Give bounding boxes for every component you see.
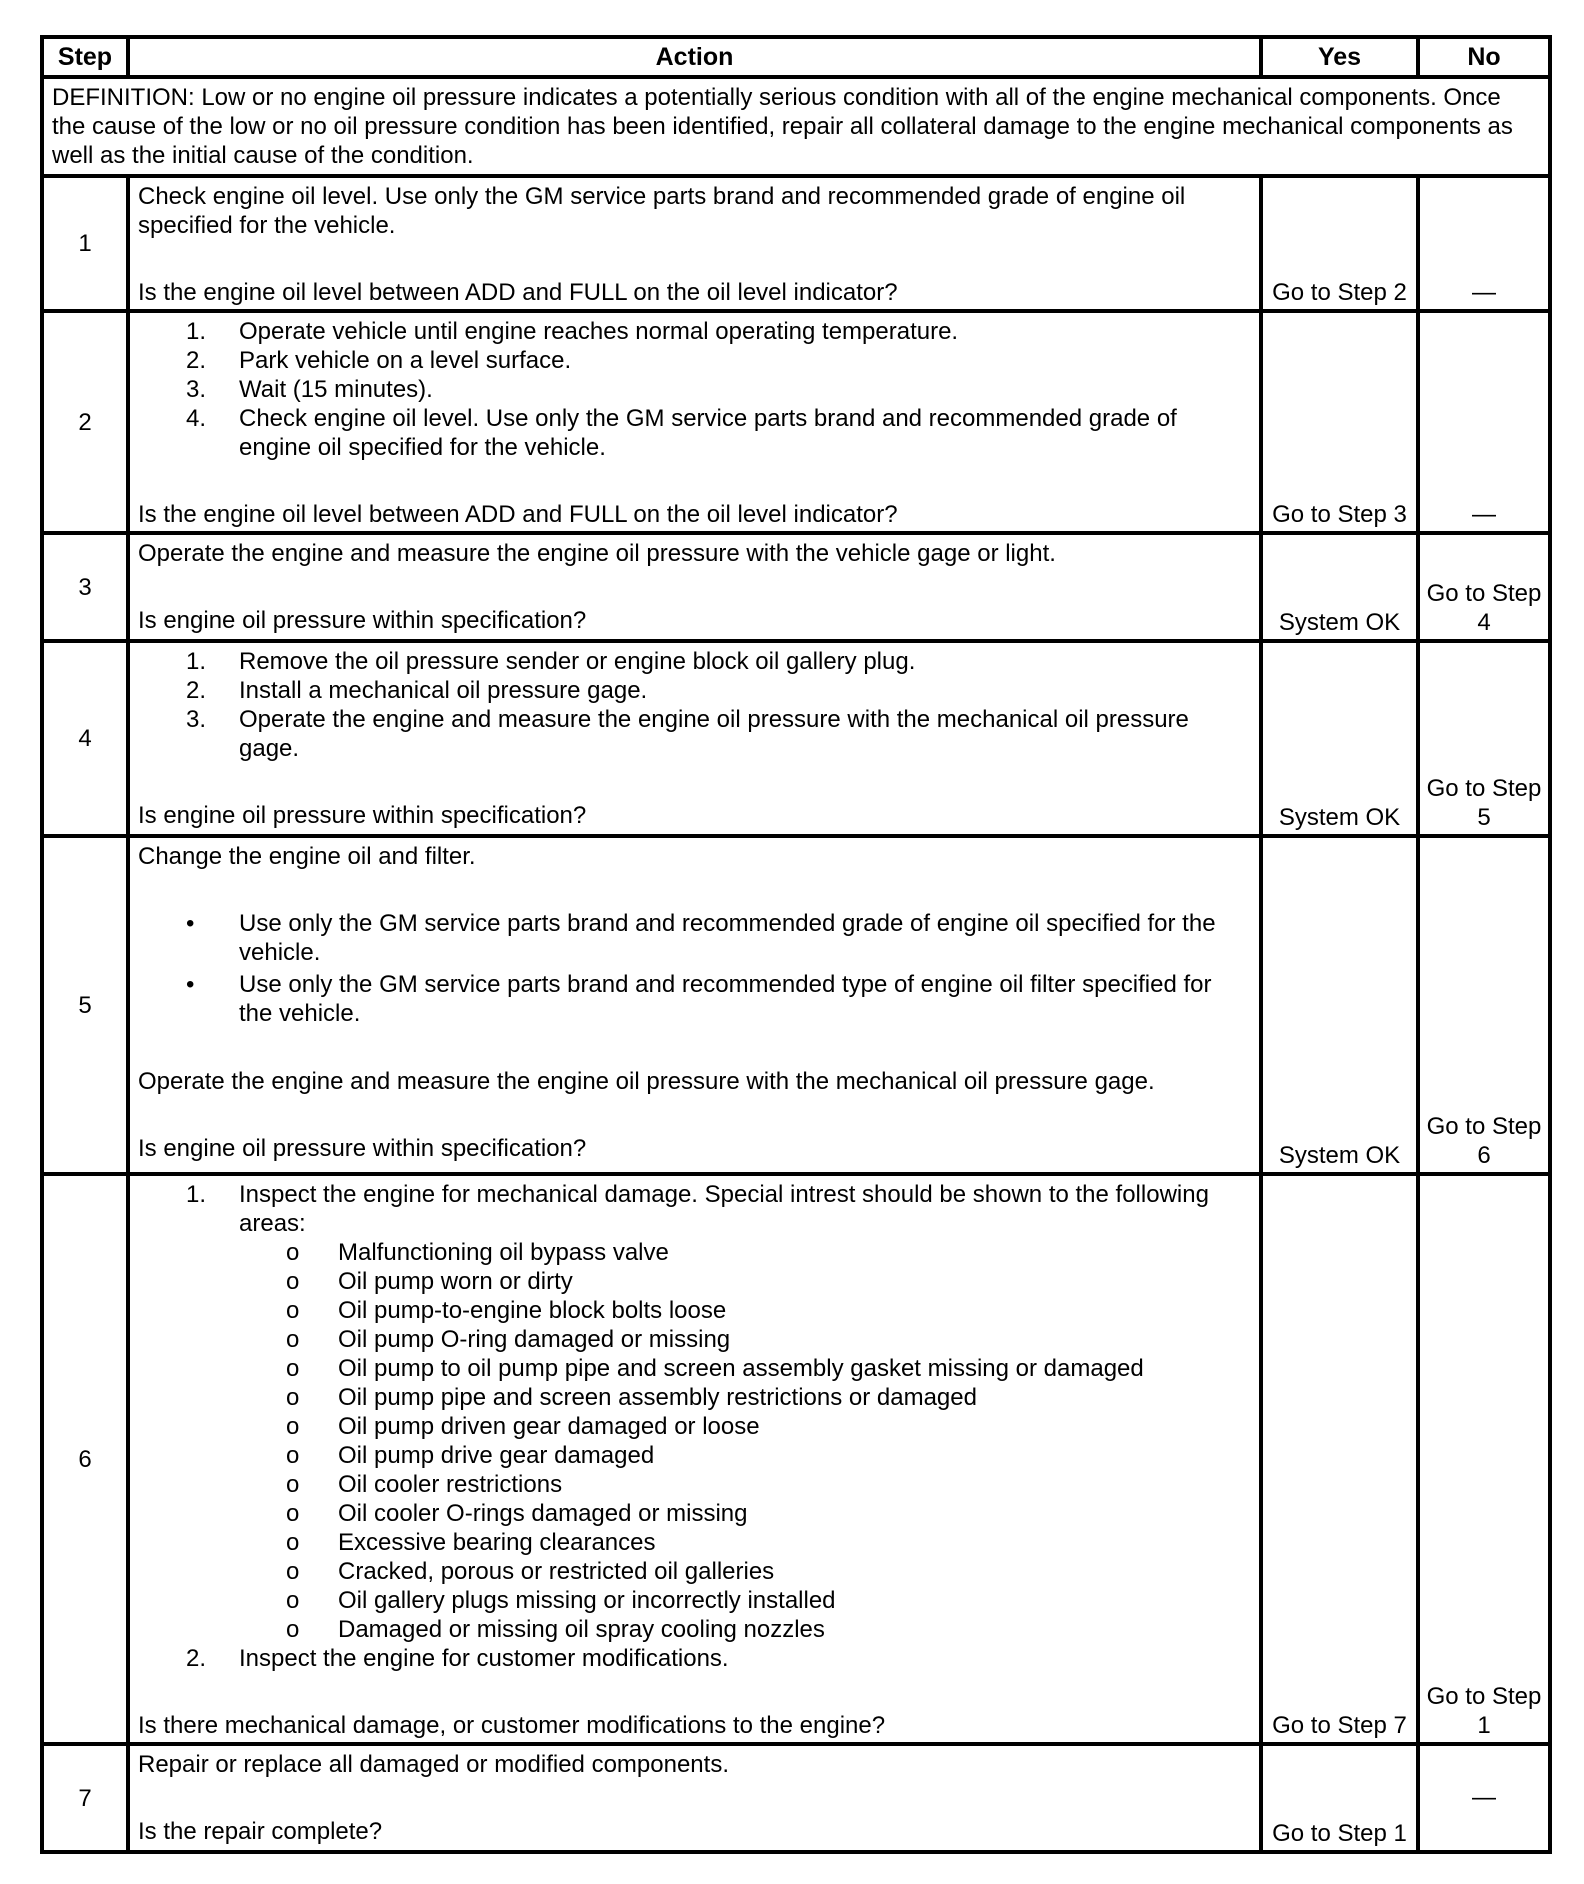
sub-list-item: o Oil pump to oil pump pipe and screen assembly gasket missing or damaged bbox=[286, 1355, 1144, 1382]
sub-list-item: o Damaged or missing oil spray cooling nozzles bbox=[286, 1616, 825, 1643]
action-question: Is there mechanical damage, or customer modifications to the engine? bbox=[138, 1712, 886, 1739]
list-item: 3. Operate the engine and measure the engine oil pressure with the mechanical oil pressure gage. bbox=[186, 706, 1189, 762]
table-row bbox=[42, 311, 1550, 533]
sub-list-item: o Oil cooler O-rings damaged or missing bbox=[286, 1500, 748, 1527]
header-no: No bbox=[1418, 37, 1550, 77]
sub-list-item: o Oil pump O-ring damaged or missing bbox=[286, 1326, 731, 1353]
sub-list-item: o Malfunctioning oil bypass valve bbox=[286, 1239, 669, 1266]
action-question: Is the engine oil level between ADD and FULL on the oil level indicator? bbox=[138, 501, 898, 528]
sub-list-item: o Oil pump worn or dirty bbox=[286, 1268, 573, 1295]
no-cell: Go to Step 5 bbox=[1418, 641, 1550, 836]
action-question: Is the repair complete? bbox=[138, 1818, 383, 1845]
no-cell: — bbox=[1418, 176, 1550, 311]
action-question: Is engine oil pressure within specification? bbox=[138, 1135, 587, 1162]
sub-list-item: o Oil pump pipe and screen assembly restrictions or damaged bbox=[286, 1384, 977, 1411]
yes-cell: System OK bbox=[1261, 641, 1418, 836]
numbered-list bbox=[138, 317, 1251, 462]
yes-cell: Go to Step 3 bbox=[1261, 311, 1418, 533]
sub-list-item: o Oil pump drive gear damaged bbox=[286, 1442, 655, 1469]
list-item: 2. Install a mechanical oil pressure gage. bbox=[186, 677, 648, 704]
list-item: 1. Remove the oil pressure sender or engine block oil gallery plug. bbox=[186, 648, 916, 675]
step-number: 4 bbox=[42, 641, 128, 836]
action-question: Is engine oil pressure within specification? bbox=[138, 607, 587, 634]
table-row bbox=[42, 533, 1550, 641]
action-cell bbox=[128, 176, 1261, 311]
action-intro: Check engine oil level. Use only the GM service parts brand and recommended grade of engine oil specified for the vehicle. bbox=[138, 183, 1186, 239]
table-row bbox=[42, 641, 1550, 836]
diagnostic-table bbox=[40, 35, 1552, 1854]
numbered-list bbox=[138, 1180, 1251, 1673]
action-cell bbox=[128, 1744, 1261, 1852]
no-cell: Go to Step 6 bbox=[1418, 836, 1550, 1174]
step-number: 1 bbox=[42, 176, 128, 311]
table-row bbox=[42, 1744, 1550, 1852]
step-number: 7 bbox=[42, 1744, 128, 1852]
action-intro: Repair or replace all damaged or modified components. bbox=[138, 1751, 729, 1778]
table-row bbox=[42, 176, 1550, 311]
list-item: 1. Inspect the engine for mechanical damage. Special intrest should be shown to the following areas: o Malfunctioning oil bypass valve o Oil pump worn or dirty o Oil pump-to-engine block bolts loose o Oil pump O-ring damaged or missing o Oil pump to oil pump pipe and screen assembly gasket missing or damaged o Oil pump pipe and screen assembly restrictions or damaged o Oil pump driven gear damaged or loose o Oil pump drive gear damaged o Oil cooler restrictions o Oil cooler O-rings damaged or missing o Excessive bearing clearances o Cracked, porous or restricted oil galleries o Oil gallery plugs missing or incorrectly installed o Damaged or missing oil spray cooling nozzles bbox=[138, 1180, 1251, 1644]
action-outro: Operate the engine and measure the engine oil pressure with the mechanical oil pressure gage. bbox=[138, 1068, 1155, 1095]
list-item: • Use only the GM service parts brand and recommended grade of engine oil specified for the vehicle. bbox=[186, 910, 1216, 966]
header-row bbox=[42, 37, 1550, 77]
sub-list-item: o Excessive bearing clearances bbox=[286, 1529, 656, 1556]
sub-list-item: o Oil pump-to-engine block bolts loose bbox=[286, 1297, 727, 1324]
yes-cell: System OK bbox=[1261, 836, 1418, 1174]
no-cell: Go to Step 1 bbox=[1418, 1174, 1550, 1744]
action-cell bbox=[128, 311, 1261, 533]
header-action: Action bbox=[128, 37, 1261, 77]
table-row bbox=[42, 1174, 1550, 1744]
no-cell: — bbox=[1418, 311, 1550, 533]
sub-list-item: o Oil cooler restrictions bbox=[286, 1471, 563, 1498]
yes-cell: System OK bbox=[1261, 533, 1418, 641]
sub-list-item: o Cracked, porous or restricted oil galleries bbox=[286, 1558, 775, 1585]
action-cell bbox=[128, 533, 1261, 641]
action-intro: Change the engine oil and filter. bbox=[138, 843, 476, 870]
step-number: 2 bbox=[42, 311, 128, 533]
sub-list-item: o Oil gallery plugs missing or incorrectly installed bbox=[286, 1587, 836, 1614]
bullet-list bbox=[138, 909, 1251, 1028]
definition-text: DEFINITION: Low or no engine oil pressure indicates a potentially serious condition with all of the engine mechanical components. Once the cause of the low or no oil pressure condition has been identified, repair all collateral damage to the engine mechanical components as well as the initial cause of the condition. bbox=[42, 77, 1550, 176]
step-number: 5 bbox=[42, 836, 128, 1174]
sub-list-item: o Oil pump driven gear damaged or loose bbox=[286, 1413, 760, 1440]
yes-cell: Go to Step 7 bbox=[1261, 1174, 1418, 1744]
action-cell bbox=[128, 641, 1261, 836]
action-intro: Operate the engine and measure the engine oil pressure with the vehicle gage or light. bbox=[138, 540, 1056, 567]
sub-list bbox=[239, 1238, 1251, 1644]
action-cell bbox=[128, 1174, 1261, 1744]
action-question: Is engine oil pressure within specification? bbox=[138, 802, 587, 829]
no-cell: Go to Step 4 bbox=[1418, 533, 1550, 641]
header-step: Step bbox=[42, 37, 128, 77]
no-cell: — bbox=[1418, 1744, 1550, 1852]
numbered-list bbox=[138, 647, 1251, 763]
list-item: 4. Check engine oil level. Use only the GM service parts brand and recommended grade of engine oil specified for the vehicle. bbox=[186, 405, 1177, 461]
header-yes: Yes bbox=[1261, 37, 1418, 77]
definition-row bbox=[42, 77, 1550, 176]
action-cell bbox=[128, 836, 1261, 1174]
action-question: Is the engine oil level between ADD and FULL on the oil level indicator? bbox=[138, 279, 898, 306]
list-item: • Use only the GM service parts brand and recommended type of engine oil filter specified for the vehicle. bbox=[186, 971, 1212, 1027]
table-row bbox=[42, 836, 1550, 1174]
list-item: 3. Wait (15 minutes). bbox=[186, 376, 433, 403]
yes-cell: Go to Step 1 bbox=[1261, 1744, 1418, 1852]
step-number: 6 bbox=[42, 1174, 128, 1744]
step-number: 3 bbox=[42, 533, 128, 641]
yes-cell: Go to Step 2 bbox=[1261, 176, 1418, 311]
list-item: 2. Park vehicle on a level surface. bbox=[186, 347, 572, 374]
list-item: 1. Operate vehicle until engine reaches normal operating temperature. bbox=[186, 318, 959, 345]
list-item: 2. Inspect the engine for customer modifications. bbox=[186, 1645, 729, 1672]
